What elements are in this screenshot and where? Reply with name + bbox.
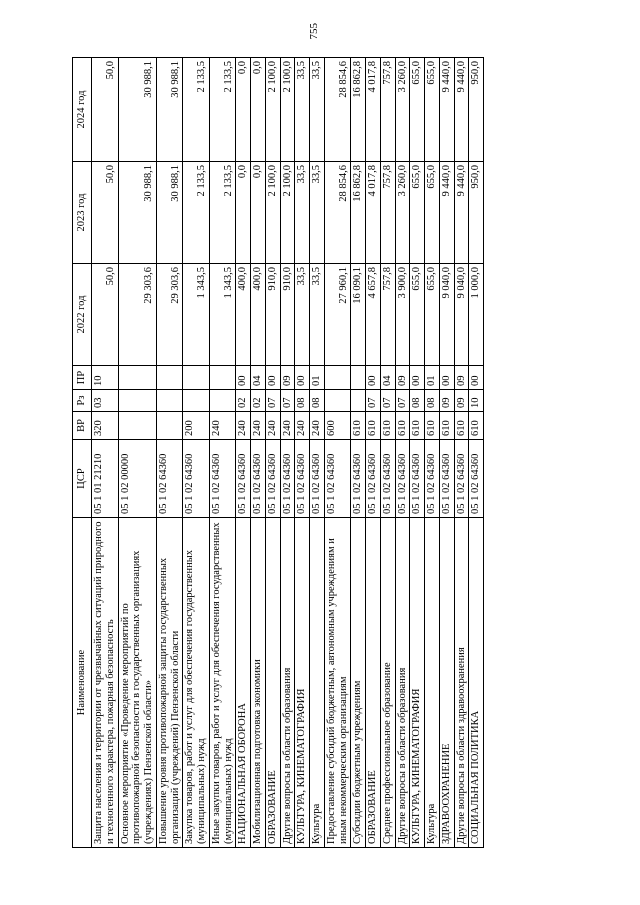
table-row [183, 58, 210, 848]
cell-pr: 01 [310, 366, 325, 390]
table-row [156, 58, 183, 848]
cell-vr: 240 [310, 412, 325, 440]
cell-pr: 04 [251, 366, 266, 390]
cell-csr: 05 1 02 00000 [118, 440, 156, 518]
cell-2022: 29 303,6 [118, 264, 156, 366]
table-row [280, 58, 295, 848]
cell-2022: 50,0 [92, 264, 119, 366]
cell-rz: 09 [454, 390, 469, 412]
cell-csr: 05 1 02 64360 [410, 440, 425, 518]
table-row [351, 58, 366, 848]
cell-pr [183, 366, 210, 390]
cell-2022: 1 343,5 [183, 264, 210, 366]
cell-pr: 04 [380, 366, 395, 390]
cell-rz: 02 [236, 390, 251, 412]
cell-name: Другие вопросы в области образования [280, 518, 295, 848]
cell-2023: 9 440,0 [439, 162, 454, 264]
cell-2024: 2 133,5 [209, 58, 236, 162]
cell-csr: 05 1 02 64360 [454, 440, 469, 518]
cell-2022: 655,0 [410, 264, 425, 366]
table-row [310, 58, 325, 848]
cell-name: Другие вопросы в области здравоохранения [454, 518, 469, 848]
cell-vr: 610 [410, 412, 425, 440]
cell-2024: 0,0 [236, 58, 251, 162]
table-row [118, 58, 156, 848]
cell-pr: 09 [454, 366, 469, 390]
header-2023: 2023 год [73, 162, 92, 264]
table-row [236, 58, 251, 848]
header-2022: 2022 год [73, 264, 92, 366]
table-row [295, 58, 310, 848]
cell-csr: 05 1 01 21210 [92, 440, 119, 518]
table-row [425, 58, 440, 848]
cell-name: ОБРАЗОВАНИЕ [366, 518, 381, 848]
cell-pr [324, 366, 351, 390]
table-row [380, 58, 395, 848]
cell-2024: 33,5 [310, 58, 325, 162]
page-number: 755 [308, 23, 320, 40]
cell-pr: 00 [295, 366, 310, 390]
cell-csr: 05 1 02 64360 [295, 440, 310, 518]
cell-rz [183, 390, 210, 412]
cell-2022: 9 040,0 [439, 264, 454, 366]
cell-2024: 2 133,5 [183, 58, 210, 162]
cell-2023: 33,5 [310, 162, 325, 264]
cell-vr: 240 [251, 412, 266, 440]
cell-name: ОБРАЗОВАНИЕ [265, 518, 280, 848]
cell-2023: 4 017,8 [366, 162, 381, 264]
cell-vr: 610 [351, 412, 366, 440]
cell-2024: 757,8 [380, 58, 395, 162]
cell-2023: 16 862,8 [351, 162, 366, 264]
cell-csr: 05 1 02 64360 [265, 440, 280, 518]
cell-name: Закупка товаров, работ и услуг для обеспечения государственных (муниципальных) нужд [183, 518, 210, 848]
cell-vr: 240 [236, 412, 251, 440]
cell-name: КУЛЬТУРА, КИНЕМАТОГРАФИЯ [295, 518, 310, 848]
cell-pr: 00 [236, 366, 251, 390]
cell-2022: 33,5 [310, 264, 325, 366]
cell-2023: 950,0 [469, 162, 484, 264]
cell-2022: 3 900,0 [395, 264, 410, 366]
cell-name: Мобилизационная подготовка экономики [251, 518, 266, 848]
cell-rz: 07 [366, 390, 381, 412]
cell-2023: 33,5 [295, 162, 310, 264]
cell-csr: 05 1 02 64360 [156, 440, 183, 518]
cell-2023: 30 988,1 [118, 162, 156, 264]
header-vr: ВР [73, 412, 92, 440]
cell-rz [156, 390, 183, 412]
cell-2022: 16 090,1 [351, 264, 366, 366]
cell-2022: 910,0 [280, 264, 295, 366]
cell-vr: 200 [183, 412, 210, 440]
cell-2024: 33,5 [295, 58, 310, 162]
cell-2023: 3 260,0 [395, 162, 410, 264]
header-rz: Рз [73, 390, 92, 412]
cell-rz: 07 [380, 390, 395, 412]
cell-2024: 655,0 [410, 58, 425, 162]
cell-rz: 02 [251, 390, 266, 412]
cell-2022: 400,0 [251, 264, 266, 366]
cell-2022: 9 040,0 [454, 264, 469, 366]
table-row [410, 58, 425, 848]
cell-csr: 05 1 02 64360 [209, 440, 236, 518]
cell-2024: 50,0 [92, 58, 119, 162]
rotated-table-wrapper [72, 38, 612, 848]
cell-2024: 30 988,1 [118, 58, 156, 162]
cell-csr: 05 1 02 64360 [183, 440, 210, 518]
cell-csr: 05 1 02 64360 [439, 440, 454, 518]
table-row [251, 58, 266, 848]
cell-2024: 28 854,6 [324, 58, 351, 162]
cell-name: НАЦИОНАЛЬНАЯ ОБОРОНА [236, 518, 251, 848]
cell-vr: 240 [265, 412, 280, 440]
cell-name: Повышение уровня противопожарной защиты государственных организаций (учреждений) Пензенской области [156, 518, 183, 848]
cell-2022: 757,8 [380, 264, 395, 366]
cell-pr: 01 [425, 366, 440, 390]
table-row [469, 58, 484, 848]
table-row [265, 58, 280, 848]
cell-2023: 9 440,0 [454, 162, 469, 264]
cell-name: СОЦИАЛЬНАЯ ПОЛИТИКА [469, 518, 484, 848]
cell-vr: 240 [295, 412, 310, 440]
cell-2023: 2 133,5 [209, 162, 236, 264]
cell-2023: 2 100,0 [265, 162, 280, 264]
cell-2023: 28 854,6 [324, 162, 351, 264]
cell-2023: 0,0 [251, 162, 266, 264]
cell-pr: 00 [366, 366, 381, 390]
cell-vr: 610 [366, 412, 381, 440]
cell-csr: 05 1 02 64360 [251, 440, 266, 518]
cell-pr: 09 [280, 366, 295, 390]
cell-name: Среднее профессиональное образование [380, 518, 395, 848]
cell-csr: 05 1 02 64360 [469, 440, 484, 518]
cell-2024: 3 260,0 [395, 58, 410, 162]
header-name: Наименование [73, 518, 92, 848]
cell-vr: 610 [395, 412, 410, 440]
cell-name: Предоставление субсидий бюджетным, автономным учреждениям и иным некоммерческим организациям [324, 518, 351, 848]
cell-2023: 2 100,0 [280, 162, 295, 264]
cell-csr: 05 1 02 64360 [395, 440, 410, 518]
cell-rz [351, 390, 366, 412]
cell-2023: 2 133,5 [183, 162, 210, 264]
cell-rz: 03 [92, 390, 119, 412]
table-row [92, 58, 119, 848]
cell-2022: 27 960,1 [324, 264, 351, 366]
cell-2022: 33,5 [295, 264, 310, 366]
cell-2024: 2 100,0 [280, 58, 295, 162]
cell-pr: 00 [265, 366, 280, 390]
cell-name: КУЛЬТУРА, КИНЕМАТОГРАФИЯ [410, 518, 425, 848]
cell-vr: 240 [209, 412, 236, 440]
cell-2023: 50,0 [92, 162, 119, 264]
cell-vr: 600 [324, 412, 351, 440]
cell-name: Другие вопросы в области образования [395, 518, 410, 848]
cell-2022: 1 343,5 [209, 264, 236, 366]
cell-2023: 655,0 [410, 162, 425, 264]
cell-rz: 08 [310, 390, 325, 412]
table-row [209, 58, 236, 848]
cell-csr: 05 1 02 64360 [425, 440, 440, 518]
cell-pr [351, 366, 366, 390]
table-row [324, 58, 351, 848]
header-pr: ПР [73, 366, 92, 390]
cell-rz: 07 [395, 390, 410, 412]
cell-2024: 16 862,8 [351, 58, 366, 162]
cell-csr: 05 1 02 64360 [280, 440, 295, 518]
cell-2023: 655,0 [425, 162, 440, 264]
cell-2022: 4 657,8 [366, 264, 381, 366]
cell-name: Субсидии бюджетным учреждениям [351, 518, 366, 848]
cell-rz: 08 [295, 390, 310, 412]
cell-2024: 0,0 [251, 58, 266, 162]
cell-rz: 09 [439, 390, 454, 412]
cell-2022: 29 303,6 [156, 264, 183, 366]
header-2024: 2024 год [73, 58, 92, 162]
cell-name: ЗДРАВООХРАНЕНИЕ [439, 518, 454, 848]
cell-vr: 610 [439, 412, 454, 440]
cell-2024: 9 440,0 [439, 58, 454, 162]
cell-2024: 9 440,0 [454, 58, 469, 162]
cell-2023: 757,8 [380, 162, 395, 264]
cell-vr: 610 [469, 412, 484, 440]
header-csr: ЦСР [73, 440, 92, 518]
table-row [454, 58, 469, 848]
cell-2023: 0,0 [236, 162, 251, 264]
cell-csr: 05 1 02 64360 [380, 440, 395, 518]
cell-rz: 08 [410, 390, 425, 412]
cell-2024: 655,0 [425, 58, 440, 162]
cell-2022: 910,0 [265, 264, 280, 366]
cell-2024: 2 100,0 [265, 58, 280, 162]
cell-vr: 610 [425, 412, 440, 440]
table-body [92, 58, 484, 848]
cell-rz: 07 [265, 390, 280, 412]
cell-pr: 09 [395, 366, 410, 390]
table-row [395, 58, 410, 848]
cell-2023: 30 988,1 [156, 162, 183, 264]
cell-2024: 30 988,1 [156, 58, 183, 162]
cell-2022: 655,0 [425, 264, 440, 366]
cell-vr: 240 [280, 412, 295, 440]
cell-vr: 610 [380, 412, 395, 440]
cell-2024: 4 017,8 [366, 58, 381, 162]
table-header-row [73, 58, 92, 848]
cell-2022: 400,0 [236, 264, 251, 366]
cell-pr: 00 [439, 366, 454, 390]
cell-2024: 950,0 [469, 58, 484, 162]
cell-csr: 05 1 02 64360 [366, 440, 381, 518]
cell-pr: 10 [92, 366, 119, 390]
table-row [366, 58, 381, 848]
cell-csr: 05 1 02 64360 [310, 440, 325, 518]
table-row [439, 58, 454, 848]
cell-name: Иные закупки товаров, работ и услуг для обеспечения государственных (муниципальных) нужд [209, 518, 236, 848]
cell-vr: 610 [454, 412, 469, 440]
cell-pr [209, 366, 236, 390]
cell-rz: 10 [469, 390, 484, 412]
cell-name: Культура [310, 518, 325, 848]
budget-table [72, 57, 484, 848]
cell-pr: 00 [469, 366, 484, 390]
cell-vr [118, 412, 156, 440]
cell-rz [118, 390, 156, 412]
cell-rz [324, 390, 351, 412]
cell-vr [156, 412, 183, 440]
cell-pr [156, 366, 183, 390]
cell-2022: 1 000,0 [469, 264, 484, 366]
cell-pr: 00 [410, 366, 425, 390]
cell-name: Культура [425, 518, 440, 848]
cell-csr: 05 1 02 64360 [351, 440, 366, 518]
cell-csr: 05 1 02 64360 [324, 440, 351, 518]
cell-csr: 05 1 02 64360 [236, 440, 251, 518]
cell-name: Защита населения и территории от чрезвычайных ситуаций природного и техногенного характера, пожарная безопасность [92, 518, 119, 848]
cell-rz: 07 [280, 390, 295, 412]
cell-rz [209, 390, 236, 412]
cell-vr: 320 [92, 412, 119, 440]
cell-pr [118, 366, 156, 390]
cell-rz: 08 [425, 390, 440, 412]
cell-name: Основное мероприятие «Проведение мероприятий по противопожарной безопасности в государственных организациях (учреждениях) Пензенской области» [118, 518, 156, 848]
